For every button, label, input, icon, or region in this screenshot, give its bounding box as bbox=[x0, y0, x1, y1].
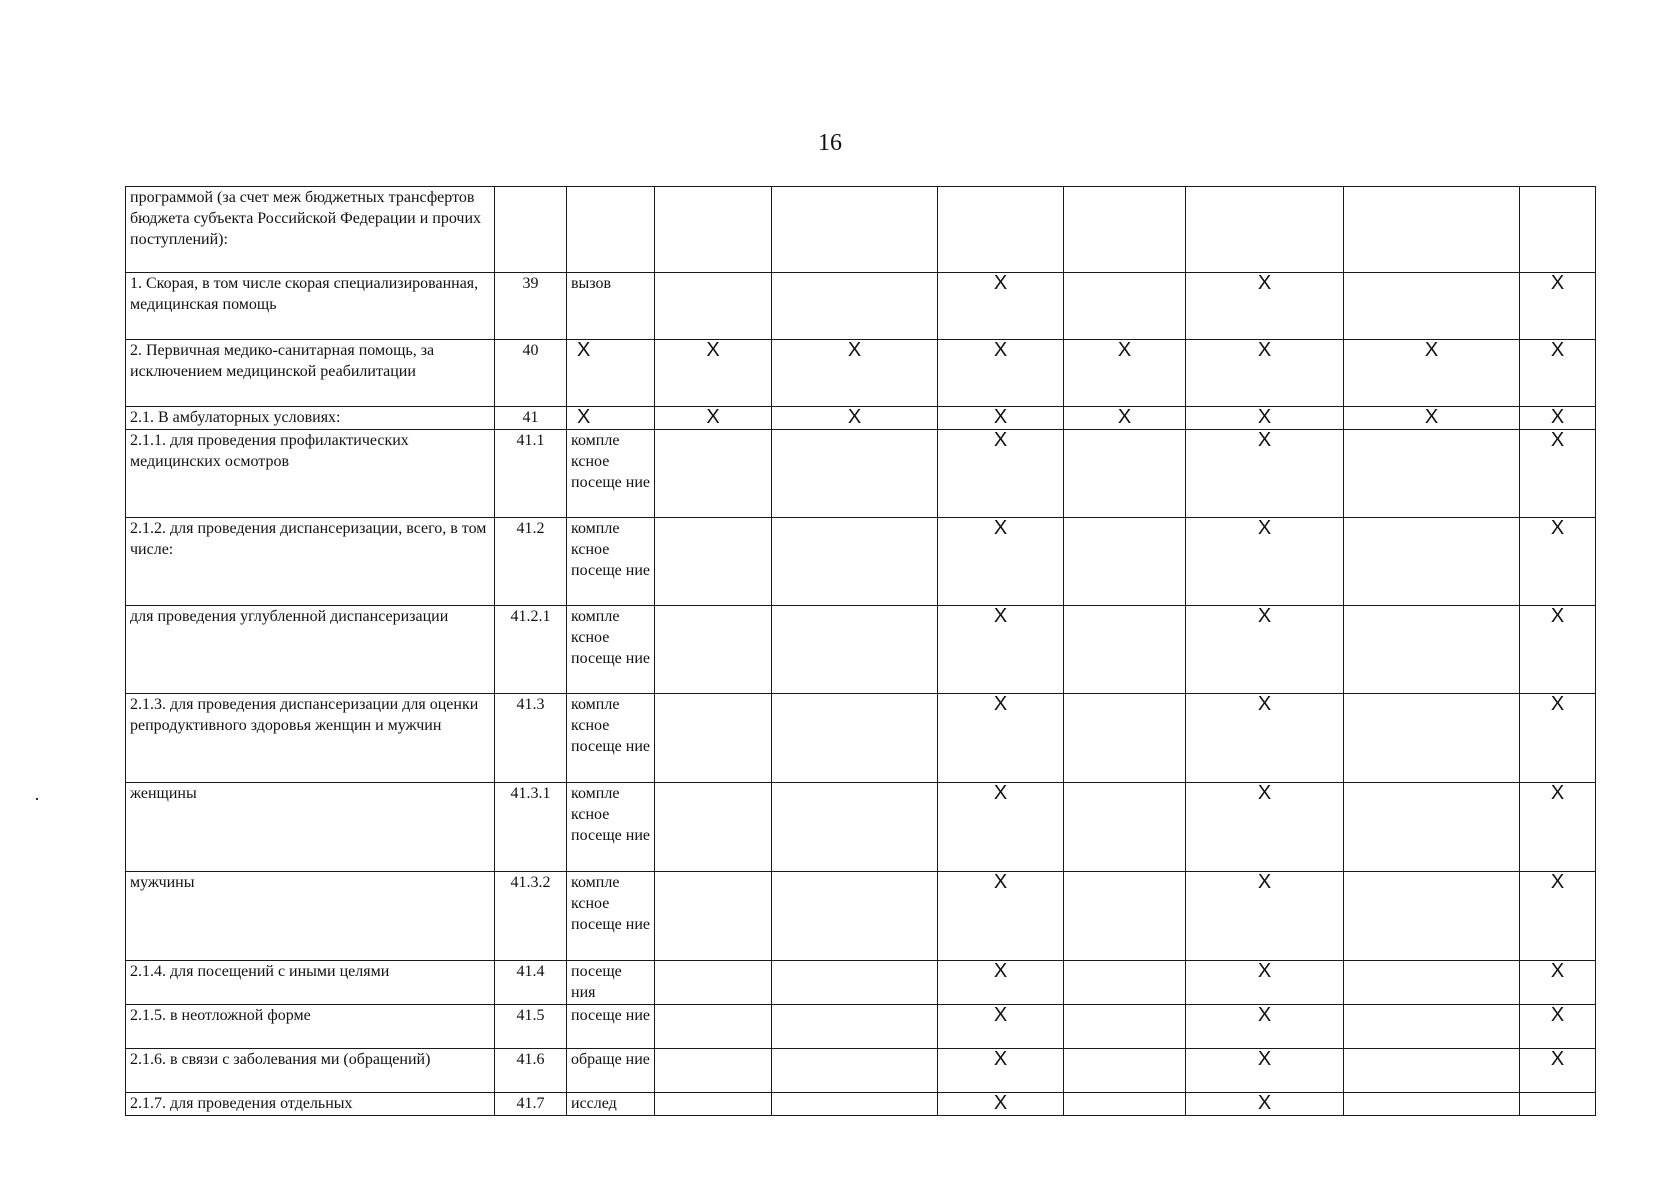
value-cell bbox=[772, 694, 938, 783]
value-cell: X bbox=[1520, 783, 1596, 872]
row-name-cell: 2.1.1. для проведения профилактических медицинских осмотров bbox=[126, 430, 495, 518]
table-row bbox=[126, 1005, 1596, 1049]
value-cell bbox=[655, 430, 772, 518]
value-cell: X bbox=[938, 783, 1064, 872]
row-name-cell: 2.1.2. для проведения диспансеризации, всего, в том числе: bbox=[126, 518, 495, 606]
value-cell: X bbox=[1186, 1005, 1344, 1049]
stray-mark bbox=[36, 798, 38, 800]
row-name-cell: 2.1.5. в неотложной форме bbox=[126, 1005, 495, 1049]
table-body bbox=[126, 187, 1596, 1116]
value-cell: X bbox=[1344, 407, 1520, 430]
value-cell bbox=[655, 872, 772, 961]
value-cell bbox=[655, 606, 772, 694]
value-cell: X bbox=[1186, 518, 1344, 606]
value-cell bbox=[772, 872, 938, 961]
row-name-cell: мужчины bbox=[126, 872, 495, 961]
value-cell: X bbox=[938, 407, 1064, 430]
value-cell: X bbox=[1186, 1093, 1344, 1116]
row-unit-cell: компле ксное посеще ние bbox=[567, 606, 655, 694]
value-cell: X bbox=[1520, 872, 1596, 961]
value-cell bbox=[1064, 430, 1186, 518]
row-code-cell: 41.1 bbox=[495, 430, 567, 518]
value-cell: X bbox=[1520, 606, 1596, 694]
row-code-cell: 41.3 bbox=[495, 694, 567, 783]
value-cell bbox=[1520, 1093, 1596, 1116]
value-cell bbox=[1520, 187, 1596, 273]
value-cell: X bbox=[1186, 606, 1344, 694]
value-cell bbox=[1186, 187, 1344, 273]
row-code-cell: 39 bbox=[495, 273, 567, 340]
row-name-cell: женщины bbox=[126, 783, 495, 872]
row-unit-cell: посеще ние bbox=[567, 1005, 655, 1049]
value-cell: X bbox=[1186, 694, 1344, 783]
value-cell bbox=[1064, 1093, 1186, 1116]
table-row bbox=[126, 273, 1596, 340]
value-cell: X bbox=[938, 1005, 1064, 1049]
value-cell bbox=[772, 187, 938, 273]
row-unit-cell: X bbox=[567, 407, 655, 430]
row-name-cell: 2. Первичная медико-санитарная помощь, за исключением медицинской реабилитации bbox=[126, 340, 495, 407]
value-cell bbox=[1344, 1049, 1520, 1093]
value-cell: X bbox=[1186, 407, 1344, 430]
value-cell bbox=[1064, 273, 1186, 340]
value-cell: X bbox=[938, 518, 1064, 606]
row-unit-cell: X bbox=[567, 340, 655, 407]
row-unit-cell: обраще ние bbox=[567, 1049, 655, 1093]
row-unit-cell: компле ксное посеще ние bbox=[567, 518, 655, 606]
value-cell bbox=[655, 1049, 772, 1093]
value-cell: X bbox=[1520, 1005, 1596, 1049]
value-cell bbox=[772, 430, 938, 518]
value-cell bbox=[772, 961, 938, 1005]
row-unit-cell: посеще ния bbox=[567, 961, 655, 1005]
value-cell: X bbox=[1520, 407, 1596, 430]
row-unit-cell: исслед bbox=[567, 1093, 655, 1116]
value-cell bbox=[1344, 430, 1520, 518]
value-cell: X bbox=[938, 694, 1064, 783]
value-cell bbox=[655, 187, 772, 273]
table-row bbox=[126, 518, 1596, 606]
row-code-cell: 41.2 bbox=[495, 518, 567, 606]
value-cell: X bbox=[938, 872, 1064, 961]
row-code-cell: 41.7 bbox=[495, 1093, 567, 1116]
value-cell bbox=[655, 783, 772, 872]
table-row bbox=[126, 1049, 1596, 1093]
value-cell: X bbox=[1186, 1049, 1344, 1093]
value-cell bbox=[938, 187, 1064, 273]
value-cell bbox=[1064, 872, 1186, 961]
row-name-cell: 2.1. В амбулаторных условиях: bbox=[126, 407, 495, 430]
value-cell bbox=[1344, 273, 1520, 340]
value-cell bbox=[655, 694, 772, 783]
value-cell: X bbox=[1344, 340, 1520, 407]
row-code-cell bbox=[495, 187, 567, 273]
row-name-cell: 2.1.6. в связи с заболевания ми (обращений) bbox=[126, 1049, 495, 1093]
table-row bbox=[126, 872, 1596, 961]
value-cell bbox=[655, 1093, 772, 1116]
data-table bbox=[125, 186, 1596, 1116]
value-cell bbox=[772, 1093, 938, 1116]
value-cell bbox=[1344, 872, 1520, 961]
value-cell bbox=[772, 518, 938, 606]
value-cell bbox=[1344, 694, 1520, 783]
value-cell bbox=[1064, 1005, 1186, 1049]
value-cell: X bbox=[655, 340, 772, 407]
row-name-cell: программой (за счет меж бюджетных трансфертов бюджета субъекта Российской Федерации и прочих поступлений): bbox=[126, 187, 495, 273]
value-cell: X bbox=[1520, 961, 1596, 1005]
table-row bbox=[126, 187, 1596, 273]
table-row bbox=[126, 606, 1596, 694]
table-row bbox=[126, 783, 1596, 872]
value-cell bbox=[1344, 187, 1520, 273]
row-name-cell: 2.1.3. для проведения диспансеризации для оценки репродуктивного здоровья женщин и мужчин bbox=[126, 694, 495, 783]
value-cell: X bbox=[1186, 430, 1344, 518]
value-cell bbox=[772, 273, 938, 340]
value-cell: X bbox=[938, 961, 1064, 1005]
value-cell bbox=[655, 518, 772, 606]
value-cell bbox=[1064, 694, 1186, 783]
value-cell: X bbox=[1064, 407, 1186, 430]
row-name-cell: 1. Скорая, в том числе скорая специализированная, медицинская помощь bbox=[126, 273, 495, 340]
value-cell bbox=[655, 961, 772, 1005]
page-number: 16 bbox=[818, 130, 842, 156]
value-cell: X bbox=[1186, 273, 1344, 340]
value-cell: X bbox=[938, 340, 1064, 407]
row-name-cell: для проведения углубленной диспансеризации bbox=[126, 606, 495, 694]
row-unit-cell: компле ксное посеще ние bbox=[567, 430, 655, 518]
value-cell: X bbox=[1520, 340, 1596, 407]
row-code-cell: 41.3.1 bbox=[495, 783, 567, 872]
row-unit-cell: вызов bbox=[567, 273, 655, 340]
value-cell bbox=[1344, 783, 1520, 872]
value-cell: X bbox=[772, 407, 938, 430]
value-cell: X bbox=[1186, 872, 1344, 961]
value-cell bbox=[655, 273, 772, 340]
value-cell bbox=[772, 606, 938, 694]
table-row bbox=[126, 1093, 1596, 1116]
row-code-cell: 41.5 bbox=[495, 1005, 567, 1049]
value-cell bbox=[772, 1005, 938, 1049]
value-cell: X bbox=[1186, 783, 1344, 872]
value-cell bbox=[655, 1005, 772, 1049]
value-cell: X bbox=[1186, 961, 1344, 1005]
table-row bbox=[126, 407, 1596, 430]
value-cell: X bbox=[1520, 273, 1596, 340]
value-cell: X bbox=[1520, 430, 1596, 518]
row-code-cell: 41.3.2 bbox=[495, 872, 567, 961]
row-code-cell: 40 bbox=[495, 340, 567, 407]
row-code-cell: 41.6 bbox=[495, 1049, 567, 1093]
value-cell bbox=[1344, 606, 1520, 694]
row-unit-cell bbox=[567, 187, 655, 273]
row-unit-cell: компле ксное посеще ние bbox=[567, 783, 655, 872]
value-cell bbox=[1064, 187, 1186, 273]
value-cell: X bbox=[1186, 340, 1344, 407]
value-cell bbox=[1344, 1093, 1520, 1116]
value-cell bbox=[772, 1049, 938, 1093]
value-cell bbox=[1344, 518, 1520, 606]
row-unit-cell: компле ксное посеще ние bbox=[567, 872, 655, 961]
value-cell bbox=[1064, 518, 1186, 606]
value-cell: X bbox=[1520, 1049, 1596, 1093]
value-cell bbox=[772, 783, 938, 872]
value-cell: X bbox=[1520, 518, 1596, 606]
table-row bbox=[126, 430, 1596, 518]
row-unit-cell: компле ксное посеще ние bbox=[567, 694, 655, 783]
value-cell bbox=[1064, 783, 1186, 872]
value-cell bbox=[1064, 961, 1186, 1005]
value-cell: X bbox=[938, 273, 1064, 340]
value-cell: X bbox=[938, 430, 1064, 518]
row-code-cell: 41.2.1 bbox=[495, 606, 567, 694]
value-cell bbox=[1064, 1049, 1186, 1093]
row-name-cell: 2.1.7. для проведения отдельных bbox=[126, 1093, 495, 1116]
table-row bbox=[126, 340, 1596, 407]
row-name-cell: 2.1.4. для посещений с иными целями bbox=[126, 961, 495, 1005]
row-code-cell: 41 bbox=[495, 407, 567, 430]
value-cell: X bbox=[938, 1049, 1064, 1093]
value-cell: X bbox=[655, 407, 772, 430]
row-code-cell: 41.4 bbox=[495, 961, 567, 1005]
value-cell: X bbox=[1064, 340, 1186, 407]
table-row bbox=[126, 694, 1596, 783]
value-cell: X bbox=[772, 340, 938, 407]
value-cell bbox=[1344, 1005, 1520, 1049]
value-cell: X bbox=[938, 1093, 1064, 1116]
value-cell bbox=[1064, 606, 1186, 694]
value-cell bbox=[1344, 961, 1520, 1005]
table-row bbox=[126, 961, 1596, 1005]
value-cell: X bbox=[1520, 694, 1596, 783]
value-cell: X bbox=[938, 606, 1064, 694]
